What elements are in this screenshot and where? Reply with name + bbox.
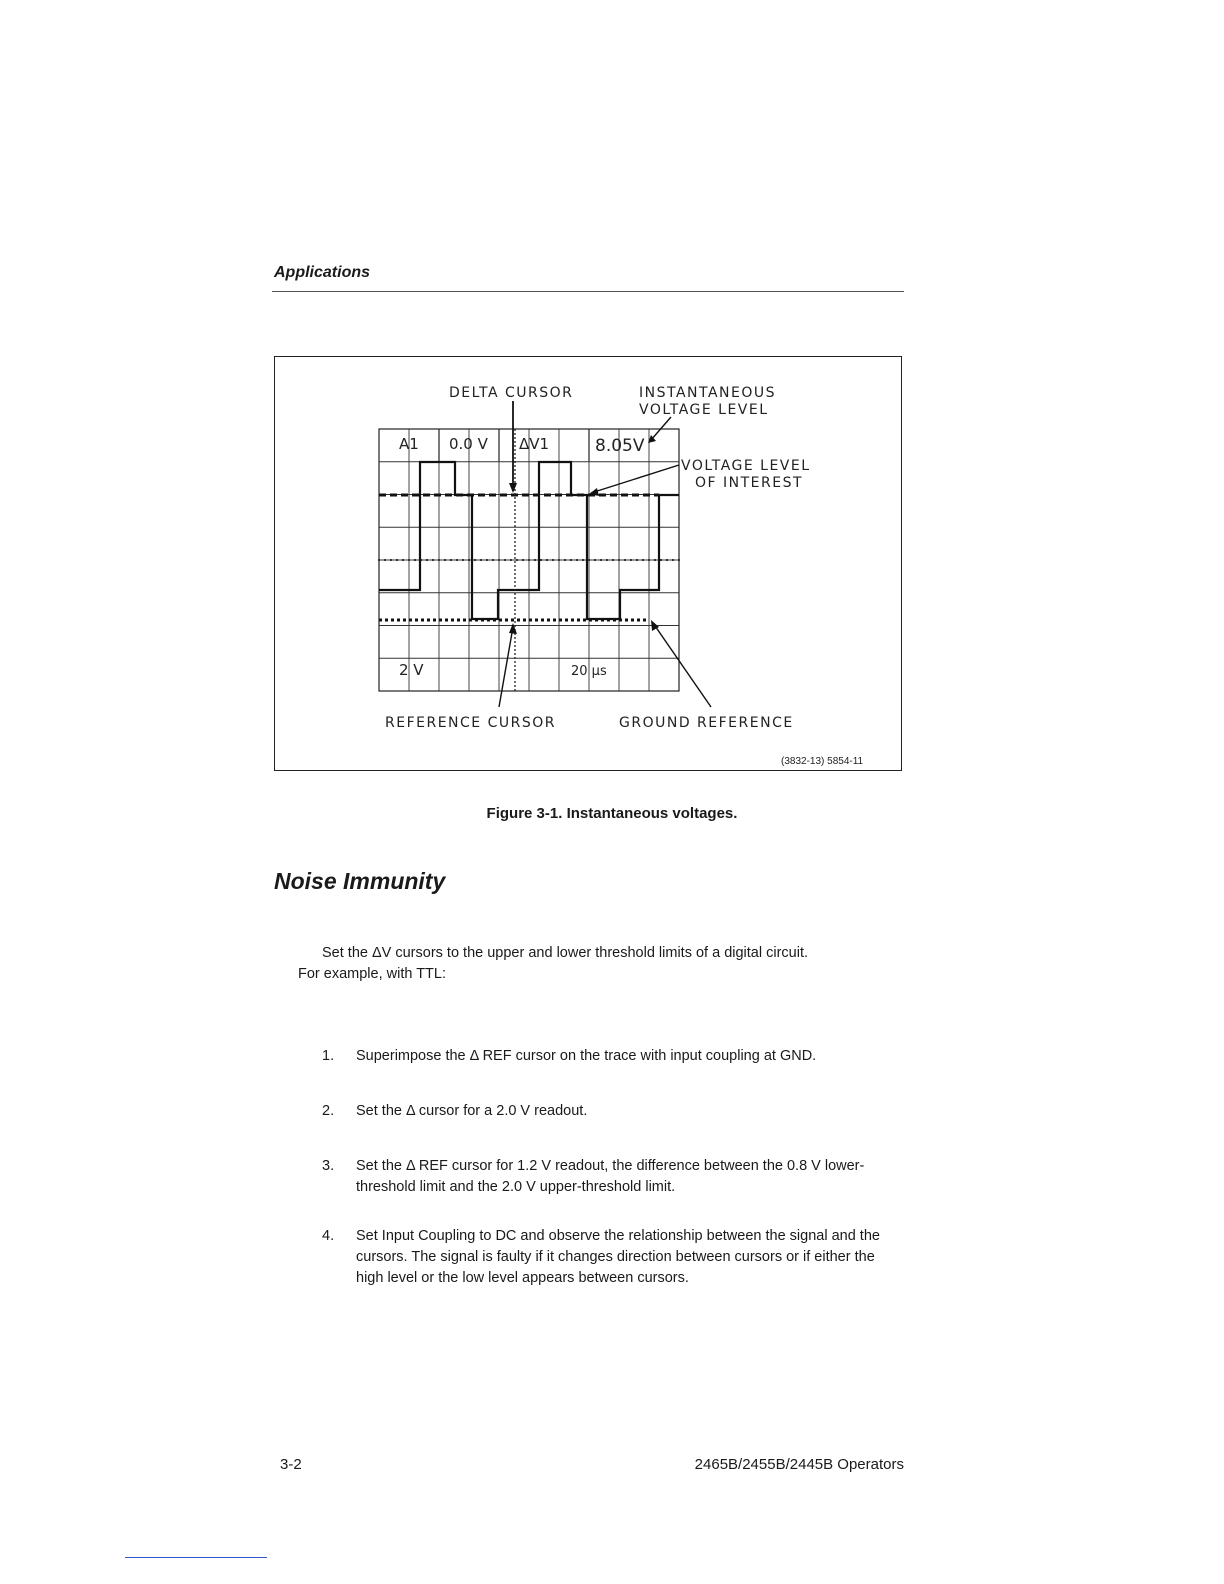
graticule-tick [474, 559, 476, 561]
graticule-tick [456, 559, 458, 561]
graticule-tick [648, 559, 650, 561]
graticule-tick [600, 559, 602, 561]
voltage-interest-label-2: OF INTEREST [695, 475, 804, 491]
graticule-tick [468, 559, 470, 561]
time-div-readout: 20 μs [571, 664, 607, 679]
step-number: 1. [322, 1048, 335, 1064]
section-label: Applications [274, 264, 371, 281]
graticule-tick [504, 559, 506, 561]
graticule-tick [654, 559, 656, 561]
step-text: Superimpose the Δ REF cursor on the trace with input coupling at GND. [356, 1048, 817, 1064]
graticule-tick [378, 559, 380, 561]
step-number: 2. [322, 1103, 335, 1119]
step-text: Set the Δ REF cursor for 1.2 V readout, the difference between the 0.8 V lower-threshold limit and the 2.0 V upper-threshold limit. [356, 1158, 865, 1195]
figure-code: (3832-13) 5854-11 [781, 756, 864, 767]
steps-list [322, 1046, 912, 1289]
graticule-tick [486, 559, 488, 561]
graticule-tick [612, 559, 614, 561]
graticule-tick [492, 559, 494, 561]
graticule-tick [624, 559, 626, 561]
graticule-tick [540, 559, 542, 561]
graticule-tick [510, 559, 512, 561]
manual-title: 2465B/2455B/2445B Operators [694, 1456, 904, 1473]
graticule-tick [594, 559, 596, 561]
volts-div-readout: 2 V [399, 661, 424, 679]
graticule-tick [444, 559, 446, 561]
graticule-tick [402, 559, 404, 561]
step-number: 3. [322, 1158, 335, 1174]
reference-cursor-arrowhead [509, 623, 517, 634]
graticule-tick [582, 559, 584, 561]
intro-line-2: For example, with TTL: [298, 966, 447, 982]
intro-line-1: Set the ΔV cursors to the upper and lower threshold limits of a digital circuit. [322, 945, 808, 961]
delta-value-readout: 8.05V [595, 436, 645, 456]
graticule-tick [522, 559, 524, 561]
header-rule [272, 291, 904, 292]
graticule-tick [384, 559, 386, 561]
figure-caption: Figure 3-1. Instantaneous voltages. [486, 805, 738, 822]
step-number: 4. [322, 1228, 335, 1244]
graticule-tick [588, 559, 590, 561]
channel-readout: A1 [399, 435, 419, 453]
list-item [322, 1046, 912, 1067]
graticule-tick [426, 559, 428, 561]
graticule-tick [618, 559, 620, 561]
graticule-tick [396, 559, 398, 561]
figure-box [274, 356, 902, 771]
ref-voltage-readout: 0.0 V [449, 435, 488, 453]
graticule-tick [558, 559, 560, 561]
bottom-rule [125, 1557, 267, 1558]
graticule-tick [630, 559, 632, 561]
reference-cursor-arrow [499, 627, 513, 707]
graticule-tick [660, 559, 662, 561]
graticule-tick [408, 559, 410, 561]
delta-cursor-label: DELTA CURSOR [449, 385, 574, 401]
interest-arrow [591, 465, 679, 493]
reference-cursor-label: REFERENCE CURSOR [385, 715, 556, 731]
graticule-tick [678, 559, 680, 561]
list-item [322, 1101, 912, 1122]
graticule-tick [390, 559, 392, 561]
graticule-tick [450, 559, 452, 561]
graticule-tick [546, 559, 548, 561]
list-item [322, 1156, 882, 1198]
page-number: 3-2 [280, 1456, 302, 1473]
oscilloscope-diagram [275, 357, 903, 772]
instantaneous-label-1: INSTANTANEOUS [639, 385, 777, 401]
graticule-tick [498, 559, 500, 561]
delta-cursor-arrowhead [509, 483, 517, 493]
graticule-tick [642, 559, 644, 561]
graticule-tick [438, 559, 440, 561]
graticule-tick [432, 559, 434, 561]
graticule-tick [564, 559, 566, 561]
graticule-tick [528, 559, 530, 561]
graticule-tick [414, 559, 416, 561]
ground-reference-label: GROUND REFERENCE [619, 715, 794, 731]
graticule-tick [552, 559, 554, 561]
list-item [322, 1226, 902, 1289]
graticule-tick [570, 559, 572, 561]
ground-reference-arrow [653, 623, 711, 707]
graticule-tick [606, 559, 608, 561]
voltage-interest-label-1: VOLTAGE LEVEL [681, 458, 811, 474]
graticule-tick [480, 559, 482, 561]
graticule-tick [666, 559, 668, 561]
delta-label-readout: ΔV1 [519, 435, 550, 453]
graticule-tick [636, 559, 638, 561]
graticule-tick [576, 559, 578, 561]
step-text: Set Input Coupling to DC and observe the relationship between the signal and the cursors. The signal is faulty if it changes direction between cursors or if either the high level or the low level appears between cursors. [356, 1228, 880, 1286]
section-heading: Noise Immunity [274, 868, 446, 894]
graticule-tick [534, 559, 536, 561]
graticule-tick [462, 559, 464, 561]
step-text: Set the Δ cursor for a 2.0 V readout. [356, 1103, 588, 1119]
graticule-tick [516, 559, 518, 561]
graticule-tick [672, 559, 674, 561]
instantaneous-label-2: VOLTAGE LEVEL [639, 402, 769, 418]
